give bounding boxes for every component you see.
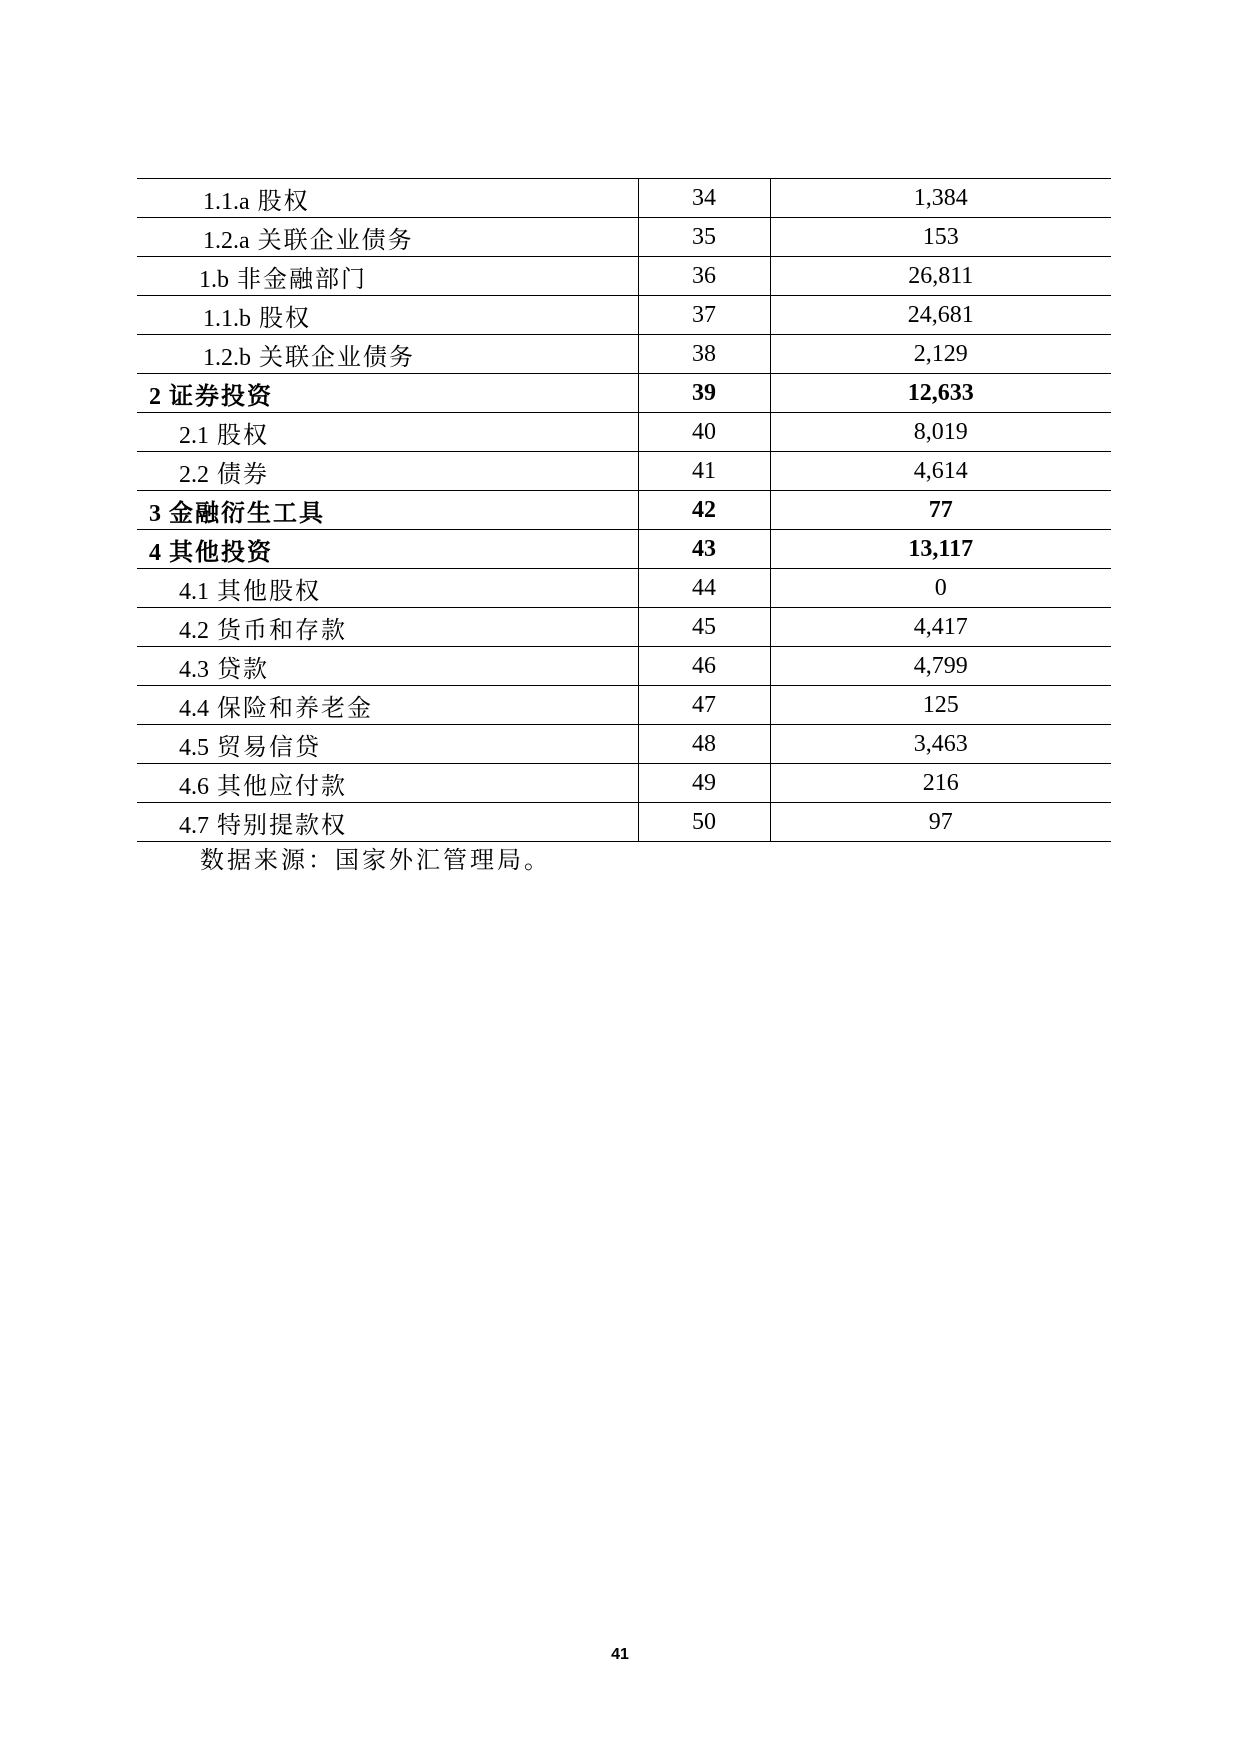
row-item-number: 4.1: [179, 578, 209, 605]
row-label: [137, 452, 638, 491]
row-value: 97: [770, 803, 1111, 842]
table-row: [137, 647, 1111, 686]
row-label: [137, 569, 638, 608]
row-item-number: 1.2.a: [203, 227, 250, 254]
row-value: 12,633: [770, 374, 1111, 413]
row-item-name: 其他股权: [217, 578, 321, 605]
row-value: 13,117: [770, 530, 1111, 569]
row-item-number: 4.3: [179, 656, 209, 683]
row-item-number: 4.6: [179, 773, 209, 800]
row-item-name: 特别提款权: [217, 812, 347, 839]
row-line-number: 45: [638, 608, 770, 647]
table-row: [137, 686, 1111, 725]
table-row: [137, 725, 1111, 764]
row-item-name: 关联企业债务: [259, 344, 415, 371]
row-item-number: 1.1.a: [203, 188, 250, 215]
row-line-number: 40: [638, 413, 770, 452]
row-line-number: 38: [638, 335, 770, 374]
row-label: [137, 179, 638, 218]
row-label: [137, 686, 638, 725]
row-item-number: 3: [149, 500, 161, 527]
row-label: [137, 335, 638, 374]
row-item-name: 货币和存款: [217, 617, 347, 644]
table-row: [137, 179, 1111, 218]
table-row: [137, 530, 1111, 569]
row-item-number: 4.5: [179, 734, 209, 761]
row-value: 2,129: [770, 335, 1111, 374]
row-item-number: 2: [149, 383, 161, 410]
row-value: 8,019: [770, 413, 1111, 452]
row-line-number: 50: [638, 803, 770, 842]
row-line-number: 37: [638, 296, 770, 335]
row-item-name: 证券投资: [169, 383, 273, 410]
row-item-name: 关联企业债务: [257, 227, 414, 254]
row-value: 1,384: [770, 179, 1111, 218]
table-row: [137, 452, 1111, 491]
table-row: [137, 569, 1111, 608]
row-line-number: 42: [638, 491, 770, 530]
table-row: [137, 374, 1111, 413]
row-line-number: 36: [638, 257, 770, 296]
row-label: [137, 374, 638, 413]
table-row: [137, 608, 1111, 647]
row-item-number: 4: [149, 539, 161, 566]
row-item-number: 1.2.b: [203, 344, 251, 371]
row-line-number: 41: [638, 452, 770, 491]
page-number: 41: [611, 1646, 629, 1663]
row-item-name: 债券: [217, 461, 269, 488]
row-item-name: 贷款: [217, 656, 269, 683]
table-body: [137, 179, 1111, 842]
row-value: 3,463: [770, 725, 1111, 764]
row-value: 125: [770, 686, 1111, 725]
row-label: [137, 725, 638, 764]
row-item-number: 2.1: [179, 422, 209, 449]
row-value: 153: [770, 218, 1111, 257]
row-value: 77: [770, 491, 1111, 530]
row-label: [137, 296, 638, 335]
row-line-number: 49: [638, 764, 770, 803]
row-item-number: 2.2: [179, 461, 209, 488]
row-item-name: 保险和养老金: [217, 695, 373, 722]
row-item-number: 4.4: [179, 695, 209, 722]
row-item-name: 其他投资: [169, 539, 273, 566]
row-value: 0: [770, 569, 1111, 608]
row-label: [137, 257, 638, 296]
row-value: 216: [770, 764, 1111, 803]
row-label: [137, 647, 638, 686]
table-row: [137, 764, 1111, 803]
row-item-number: 4.7: [179, 812, 209, 839]
row-item-number: 1.b: [199, 266, 229, 293]
row-value: 26,811: [770, 257, 1111, 296]
source-note: 数据来源：国家外汇管理局。: [200, 848, 551, 874]
row-item-name: 股权: [259, 305, 311, 332]
row-label: [137, 530, 638, 569]
row-label: [137, 608, 638, 647]
row-line-number: 48: [638, 725, 770, 764]
table-row: [137, 413, 1111, 452]
row-label: [137, 491, 638, 530]
table-row: [137, 335, 1111, 374]
row-line-number: 34: [638, 179, 770, 218]
table-row: [137, 491, 1111, 530]
row-item-name: 股权: [257, 188, 310, 215]
row-line-number: 43: [638, 530, 770, 569]
row-item-name: 非金融部门: [237, 266, 367, 293]
row-label: [137, 803, 638, 842]
row-item-number: 1.1.b: [203, 305, 251, 332]
row-value: 4,799: [770, 647, 1111, 686]
row-item-name: 金融衍生工具: [169, 500, 325, 527]
data-table: [137, 178, 1111, 842]
row-value: 4,614: [770, 452, 1111, 491]
row-value: 24,681: [770, 296, 1111, 335]
row-item-name: 股权: [217, 422, 269, 449]
row-line-number: 47: [638, 686, 770, 725]
row-item-name: 其他应付款: [217, 773, 347, 800]
table-row: [137, 296, 1111, 335]
row-label: [137, 764, 638, 803]
row-line-number: 44: [638, 569, 770, 608]
row-label: [137, 413, 638, 452]
table-row: [137, 257, 1111, 296]
row-line-number: 46: [638, 647, 770, 686]
row-item-name: 贸易信贷: [217, 734, 321, 761]
row-label: [137, 218, 638, 257]
row-line-number: 35: [638, 218, 770, 257]
table-row: [137, 803, 1111, 842]
row-line-number: 39: [638, 374, 770, 413]
table-row: [137, 218, 1111, 257]
row-value: 4,417: [770, 608, 1111, 647]
row-item-number: 4.2: [179, 617, 209, 644]
